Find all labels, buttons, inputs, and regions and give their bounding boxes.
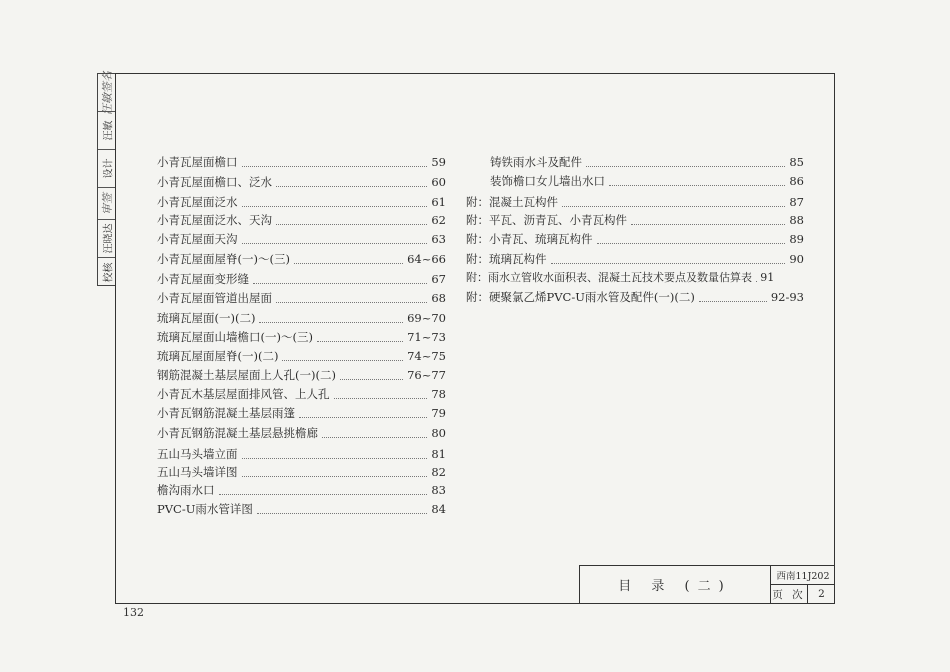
- toc-item[interactable]: [157, 271, 446, 288]
- checker-name-cell: [98, 220, 115, 258]
- toc-item-title: 铸铁雨水斗及配件: [490, 155, 582, 169]
- toc-item-page: 80: [431, 426, 446, 440]
- designer-name-cell: [98, 112, 115, 150]
- toc-item-prefix: 附：: [466, 252, 489, 266]
- toc-leader: [242, 166, 428, 167]
- toc-leader: [597, 243, 786, 244]
- toc-item[interactable]: [157, 464, 446, 481]
- approval-sign-cell: [98, 188, 115, 220]
- toc-item-title: 小青瓦屋面变形缝: [157, 272, 249, 286]
- toc-item[interactable]: [157, 174, 446, 191]
- toc-item-page: 78: [431, 387, 446, 401]
- toc-item-title: 小青瓦屋面泛水: [157, 195, 238, 209]
- toc-item[interactable]: [157, 329, 446, 346]
- toc-item-title: 小青瓦屋面檐口: [157, 155, 238, 169]
- toc-item-page: 74~75: [407, 349, 446, 363]
- toc-item-title: 小青瓦屋面天沟: [157, 232, 238, 246]
- toc-leader: [631, 224, 785, 225]
- signature-strip: [97, 70, 115, 286]
- toc-item-page: 89: [789, 232, 804, 246]
- toc-leader: [334, 398, 428, 399]
- toc-item-title: 琉璃瓦屋面屋脊(一)(二): [157, 349, 279, 363]
- toc-item-title: 琉璃瓦屋面山墙檐口(一)～(三): [157, 330, 313, 344]
- toc-item[interactable]: [157, 212, 446, 229]
- toc-item[interactable]: [157, 482, 446, 499]
- toc-item-page: 91: [760, 271, 775, 284]
- toc-item[interactable]: [466, 154, 804, 171]
- toc-item-page: 71~73: [407, 330, 446, 344]
- designer-name: 汪敏: [103, 120, 114, 141]
- approval-sign: 审签: [100, 192, 114, 215]
- toc-item-page: 79: [431, 406, 446, 420]
- toc-item[interactable]: [157, 194, 446, 211]
- toc-leader: [317, 341, 403, 342]
- toc-leader: [276, 224, 427, 225]
- toc-leader: [609, 185, 785, 186]
- toc-item[interactable]: [466, 289, 804, 306]
- toc-item[interactable]: [157, 405, 446, 422]
- toc-leader: [586, 166, 785, 167]
- toc-item-page: 88: [789, 213, 804, 227]
- toc-leader: [282, 360, 403, 361]
- toc-item[interactable]: [466, 231, 804, 248]
- toc-item-prefix: 附：: [466, 290, 489, 304]
- toc-leader: [276, 186, 427, 187]
- toc-item-page: 82: [431, 465, 446, 479]
- toc-leader: [259, 322, 403, 323]
- toc-item[interactable]: [157, 446, 446, 463]
- toc-item-page: 85: [789, 155, 804, 169]
- toc-item-prefix: 附：: [466, 213, 489, 227]
- toc-item-title: 混凝土瓦构件: [489, 195, 558, 209]
- toc-item-title: 小青瓦钢筋混凝土基层雨篷: [157, 406, 295, 420]
- signature-cell: [98, 70, 115, 115]
- toc-leader: [340, 379, 403, 380]
- toc-item-page: 69~70: [407, 311, 446, 325]
- toc-item[interactable]: [157, 501, 446, 518]
- toc-item-page: 86: [789, 174, 804, 188]
- toc-item[interactable]: [157, 251, 446, 268]
- toc-item-title: 琉璃瓦构件: [489, 252, 547, 266]
- toc-item-page: 68: [431, 291, 446, 305]
- toc-item-prefix: 附：: [466, 232, 489, 246]
- toc-leader: [551, 263, 786, 264]
- drawing-title: 目 录 (二): [580, 566, 771, 603]
- toc-leader: [219, 494, 428, 495]
- toc-item-page: 92-93: [770, 290, 804, 304]
- toc-item-page: 63: [431, 232, 446, 246]
- toc-item[interactable]: [157, 231, 446, 248]
- toc-leader: [253, 283, 427, 284]
- toc-leader: [242, 476, 428, 477]
- toc-item[interactable]: [157, 290, 446, 307]
- toc-item-page: 64~66: [407, 252, 446, 266]
- toc-item[interactable]: [466, 269, 804, 286]
- toc-item[interactable]: [466, 173, 804, 190]
- toc-leader: [562, 206, 785, 207]
- checker-name: 汪晓达: [103, 223, 114, 254]
- book-page-number: 132: [123, 606, 144, 619]
- toc-item-title: 小青瓦钢筋混凝土基层悬挑檐廊: [157, 426, 318, 440]
- page-value: 2: [818, 588, 825, 600]
- toc-leader: [294, 263, 403, 264]
- toc-leader: [242, 458, 428, 459]
- toc-item-title: 小青瓦木基层屋面排风管、上人孔: [157, 387, 330, 401]
- toc-item-title: 五山马头墙立面: [157, 447, 238, 461]
- toc-item[interactable]: [466, 194, 804, 211]
- toc-leader: [699, 301, 767, 302]
- toc-item[interactable]: [157, 367, 446, 384]
- toc-leader: [242, 243, 428, 244]
- toc-item-title: 钢筋混凝土基层屋面上人孔(一)(二): [157, 368, 336, 382]
- toc-leader: [322, 437, 427, 438]
- toc-item-title: 五山马头墙详图: [157, 465, 238, 479]
- toc-leader: [299, 417, 427, 418]
- design-label: 设计: [103, 158, 114, 179]
- check-label-cell: [98, 258, 115, 286]
- toc-item-page: 84: [431, 502, 446, 516]
- toc-item-page: 67: [431, 272, 446, 286]
- page-label: 页 次: [771, 585, 808, 603]
- toc-item-prefix: 附：: [466, 195, 489, 209]
- toc-item-page: 60: [431, 175, 446, 189]
- toc-item[interactable]: [157, 348, 446, 365]
- design-label-cell: [98, 150, 115, 188]
- toc-item[interactable]: [157, 154, 446, 171]
- atlas-code: 西南11J202: [771, 566, 835, 585]
- toc-item-title: 小青瓦屋面檐口、泛水: [157, 175, 272, 189]
- toc-item-page: 59: [431, 155, 446, 169]
- toc-item-title: 琉璃瓦屋面(一)(二): [157, 311, 256, 325]
- toc-item-title: 平瓦、沥青瓦、小青瓦构件: [489, 213, 627, 227]
- toc-item-page: 61: [431, 195, 446, 209]
- check-label: 校核: [103, 262, 114, 282]
- signature-handwritten: 汪敏签名: [100, 70, 114, 115]
- toc-item-page: 81: [431, 447, 446, 461]
- toc-item-page: 62: [431, 213, 446, 227]
- toc-item-title: 雨水立管收水面积表、混凝土瓦技术要点及数量估算表: [488, 271, 752, 284]
- toc-item[interactable]: [157, 310, 446, 327]
- toc-item-title: 檐沟雨水口: [157, 483, 215, 497]
- toc-item-page: 87: [789, 195, 804, 209]
- toc-item-page: 76~77: [407, 368, 446, 382]
- toc-item[interactable]: [466, 251, 804, 268]
- toc-leader: [257, 513, 427, 514]
- toc-item-title: 硬聚氯乙烯PVC-U雨水管及配件(一)(二): [489, 290, 695, 304]
- toc-item-title: 小青瓦屋面管道出屋面: [157, 291, 272, 305]
- toc-item[interactable]: [466, 212, 804, 229]
- toc-item-title: PVC-U雨水管详图: [157, 502, 253, 516]
- toc-item-title: 小青瓦屋面泛水、天沟: [157, 213, 272, 227]
- toc-item-prefix: 附：: [466, 271, 488, 284]
- toc-leader: [276, 302, 427, 303]
- title-block: [579, 565, 835, 604]
- toc-item-page: 83: [431, 483, 446, 497]
- toc-item[interactable]: [157, 386, 446, 403]
- toc-leader: [242, 206, 428, 207]
- toc-item-title: 小青瓦屋面屋脊(一)～(三): [157, 252, 290, 266]
- toc-item-title: 小青瓦、琉璃瓦构件: [489, 232, 593, 246]
- toc-item-page: 90: [789, 252, 804, 266]
- toc-item[interactable]: [157, 425, 446, 442]
- toc-item-title: 装饰檐口女儿墙出水口: [490, 174, 605, 188]
